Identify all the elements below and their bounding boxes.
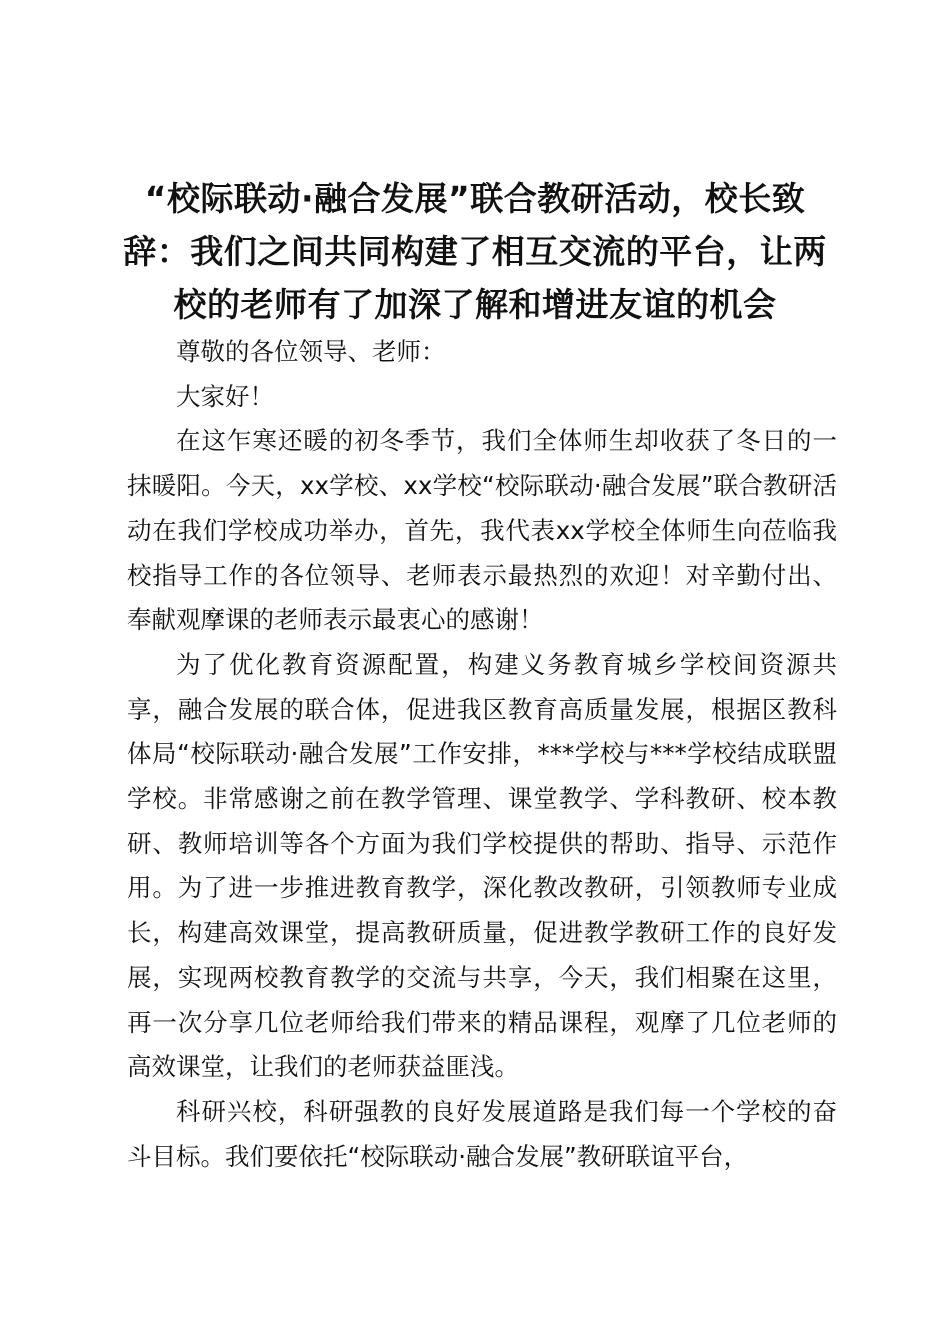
document-body — [127, 330, 837, 1179]
body-paragraph-3: 科研兴校，科研强教的良好发展道路是我们每一个学校的奋斗目标。我们要依托“校际联动·融合发展”教研联谊平台， — [127, 1096, 837, 1171]
body-paragraph-1: 在这乍寒还暖的初冬季节，我们全体师生却收获了冬日的一抹暖阳。今天，xx学校、xx学校“校际联动·融合发展”联合教研活动在我们学校成功举办，首先，我代表xx学校全体师生向莅临我校指导工作的各位领导、老师表示最热烈的欢迎！对辛勤付出、奉献观摩课的老师表示最衷心的感谢！ — [127, 426, 837, 635]
body-paragraph-2: 为了优化教育资源配置，构建义务教育城乡学校间资源共享，融合发展的联合体，促进我区教育高质量发展，根据区教科体局“校际联动·融合发展”工作安排，***学校与***学校结成联盟学校。非常感谢之前在教学管理、课堂教学、学科教研、校本教研、教师培训等各个方面为我们学校提供的帮助、指导、示范作用。为了进一步推进教育教学，深化教改教研，引领教师专业成长，构建高效课堂，提高教研质量，促进教学教研工作的良好发展，实现两校教育教学的交流与共享，今天，我们相聚在这里，再一次分享几位老师给我们带来的精品课程，观摩了几位老师的高效课堂，让我们的老师获益匪浅。 — [127, 649, 837, 1082]
salutation: 尊敬的各位领导、老师： — [176, 337, 446, 366]
greeting: 大家好！ — [176, 381, 274, 411]
document-title: “校际联动·融合发展”联合教研活动，校长致辞：我们之间共同构建了相互交流的平台，让两校的老师有了加深了解和增进友谊的机会 — [123, 179, 827, 324]
